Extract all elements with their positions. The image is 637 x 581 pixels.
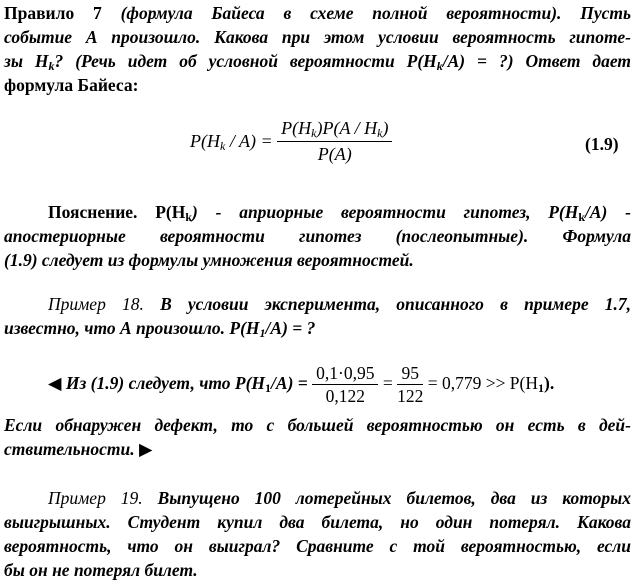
formula-fraction: [277, 118, 392, 165]
formula-numerator: $P(H_k)P(A / H_k)$: [281, 118, 389, 140]
example19-line-2: выигрышных. Студент купил два билета, но один потерял. Какова: [4, 512, 631, 532]
example19-line-1: Пример 19. Выпущено 100 лотерейных билетов, два из которых: [48, 488, 631, 508]
left-arrow-icon: ◀: [48, 373, 62, 393]
right-arrow-icon: ▶: [138, 439, 153, 459]
example18-line-2: известно, что А произошло. $Р(Н_1/А)$ = ?: [4, 318, 316, 340]
example19-line-3: вероятность, что он выиграл? Сравните с той вероятностью, если: [4, 536, 631, 556]
example18-line-1: Пример 18. В условии эксперимента, описанного в примере 1.7,: [48, 294, 632, 314]
equation-number: (1.9): [585, 134, 619, 154]
solution-fraction-2: $\frac{95}{122}$: [397, 363, 424, 407]
bayes-formula: [190, 118, 450, 174]
solution-fraction-1: $\frac{0,1\cdot 0,95}{0,122}$: [312, 364, 378, 405]
solution-line: ◀ Из (1.9) следует, что $Р(Н_1/А)$ = $\frac{0,1\cdot 0,95}{0,122}$ = $\frac{95}{122}$ = $0,779 >> Р(Н_1)$.: [4, 361, 631, 405]
rule-line-4: формула Байеса:: [4, 75, 139, 95]
solution-line-3: ствительности. ▶: [4, 439, 153, 459]
explanation-line-3: (1.9) следует из формулы умножения вероятностей.: [4, 250, 414, 270]
solution-line-2: Если обнаружен дефект, то с большей вероятностью он есть в дей-: [4, 415, 631, 435]
rule-line-3: зы $Н_k$? (Речь идет об условной вероятности $Р(Н_k/А)$ = ?) Ответ дает: [4, 51, 631, 73]
explanation-line-2: апостериорные вероятности гипотез (послеопытные). Формула: [4, 226, 631, 246]
rule-line-2: событие А произошло. Какова при этом условии вероятность гипоте-: [4, 27, 631, 47]
formula-denominator: P(A): [317, 144, 352, 164]
formula-lhs: $P(H_k / A)$ =: [190, 131, 273, 153]
example19-line-4: бы он не потерял билет.: [4, 560, 198, 580]
rule-line-1: Правило 7 (формула Байеса в схеме полной вероятности). Пусть: [4, 3, 631, 23]
explanation-line-1: Пояснение. $Р(Н_k)$ - априорные вероятности гипотез, $Р(Н_k/А)$ -: [48, 202, 631, 224]
